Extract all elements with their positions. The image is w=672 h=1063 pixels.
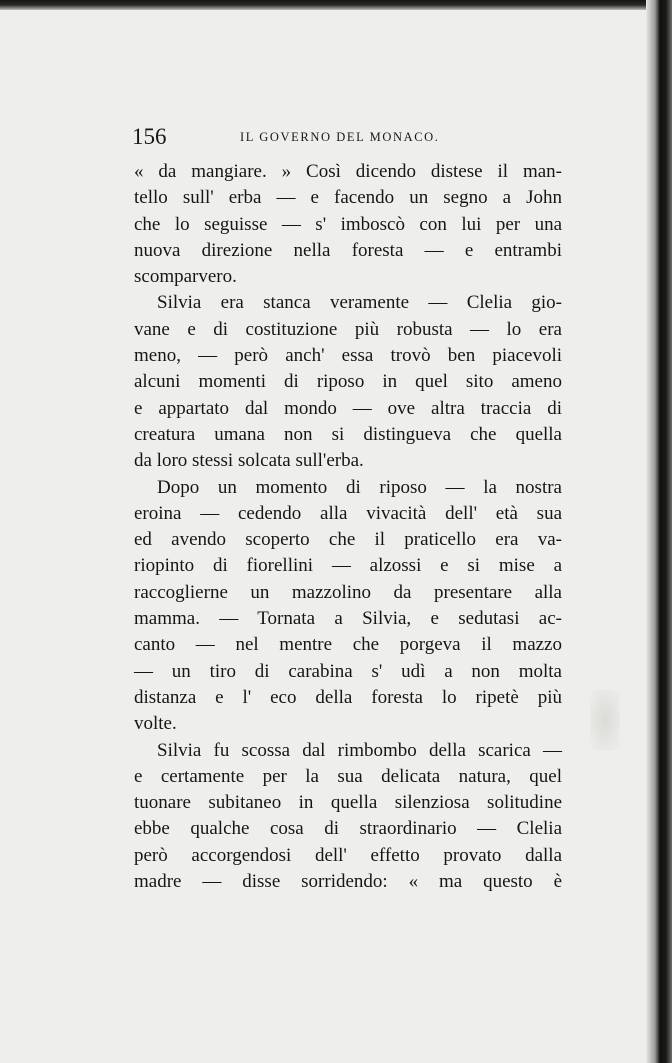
text-line: « da mangiare. » Così dicendo distese il man- <box>134 161 562 182</box>
text-line: scomparvero. <box>134 266 237 288</box>
text-line: e certamente per la sua delicata natura, quel <box>134 765 562 787</box>
text-line: — un tiro di carabina s' udì a non molta <box>134 660 562 682</box>
text-line: mamma. — Tornata a Silvia, e sedutasi ac- <box>134 608 562 630</box>
text-line: volte. <box>134 713 177 735</box>
text-line: madre — disse sorridendo: « ma questo è <box>134 871 562 893</box>
text-line: però accorgendosi dell' effetto provato dalla <box>134 844 562 866</box>
page-binding-edge <box>646 0 672 1063</box>
text-line: vane e di costituzione più robusta — lo era <box>134 318 562 340</box>
text-line: raccoglierne un mazzolino da presentare alla <box>134 581 562 603</box>
page-header <box>132 122 582 152</box>
text-line: ed avendo scoperto che il praticello era va- <box>134 529 562 551</box>
text-line: che lo seguisse — s' imboscò con lui per una <box>134 213 562 235</box>
page-number: 156 <box>132 124 167 149</box>
text-line: tuonare subitaneo in quella silenziosa solitudine <box>134 792 562 814</box>
text-line: da loro stessi solcata sull'erba. <box>134 450 364 472</box>
page-top-edge <box>0 0 672 10</box>
text-line: e appartato dal mondo — ove altra traccia di <box>134 397 562 419</box>
text-line: Silvia era stanca veramente — Clelia gio- <box>157 292 562 314</box>
text-line: Silvia fu scossa dal rimbombo della scarica — <box>157 739 562 761</box>
text-line: nuova direzione nella foresta — e entrambi <box>134 239 562 261</box>
body-text <box>134 159 562 895</box>
text-line: canto — nel mentre che porgeva il mazzo <box>134 634 562 656</box>
text-line: alcuni momenti di riposo in quel sito ameno <box>134 371 562 393</box>
text-line: riopinto di fiorellini — alzossi e si mise a <box>134 555 562 577</box>
text-line: creatura umana non si distingueva che quella <box>134 423 562 445</box>
text-line: tello sull' erba — e facendo un segno a John <box>134 187 562 209</box>
text-line: ebbe qualche cosa di straordinario — Clelia <box>134 818 562 840</box>
text-line: meno, — però anch' essa trovò ben piacevoli <box>134 345 562 367</box>
text-line: distanza e l' eco della foresta lo ripetè più <box>134 686 562 708</box>
text-line: Dopo un momento di riposo — la nostra <box>157 476 562 498</box>
text-line: eroina — cedendo alla vivacità dell' età sua <box>134 502 562 524</box>
running-title: IL GOVERNO DEL MONACO. <box>240 130 440 144</box>
paper-stain <box>590 690 620 750</box>
